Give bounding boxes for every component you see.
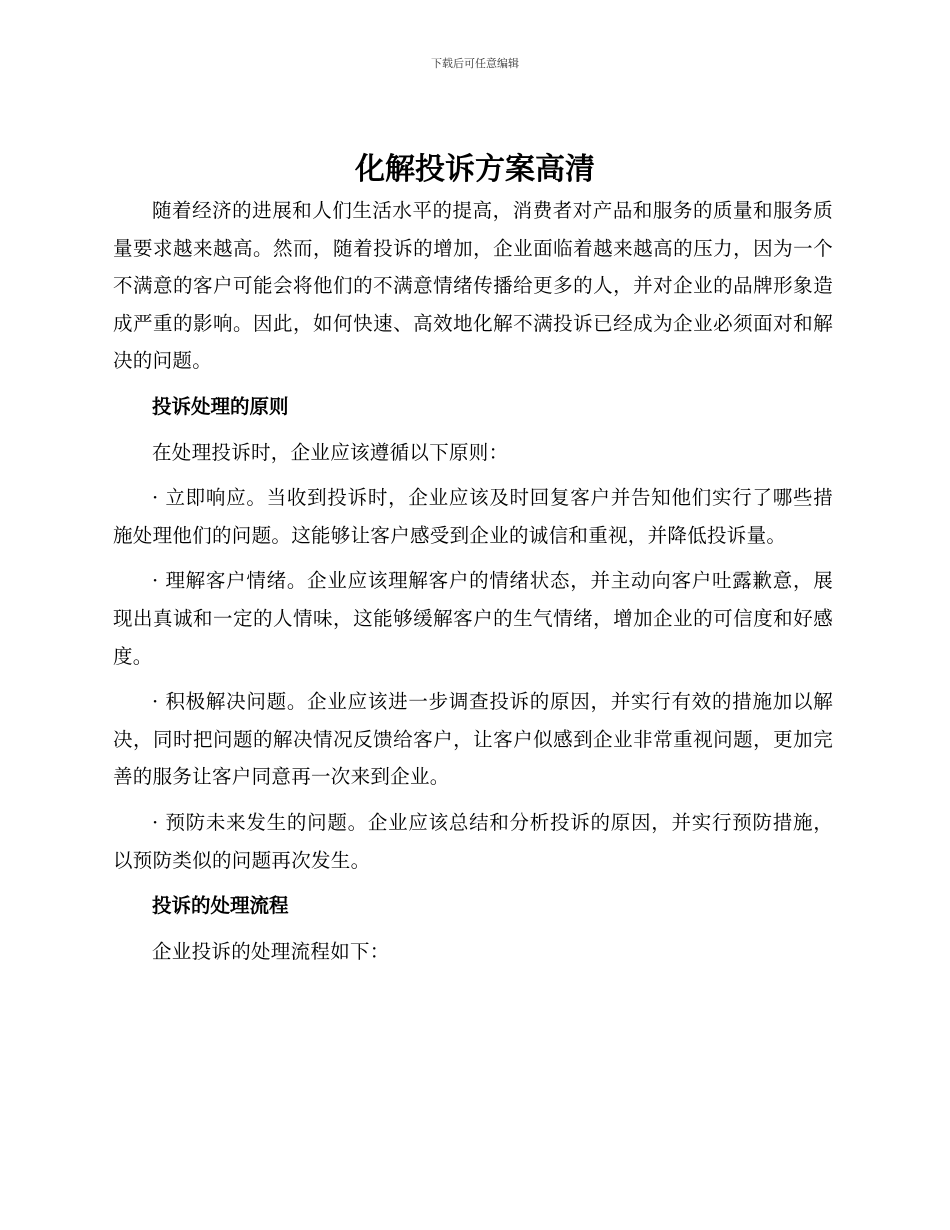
principle-item: · 立即响应。当收到投诉时，企业应该及时回复客户并告知他们实行了哪些措施处理他们的问题。这能够让客户感受到企业的诚信和重视，并降低投诉量。: [113, 486, 833, 547]
principle-item: · 积极解决问题。企业应该进一步调查投诉的原因，并实行有效的措施加以解决，同时把问题的解决情况反馈给客户，让客户似感到企业非常重视问题，更加完善的服务让客户同意再一次来到企业。: [113, 690, 833, 789]
section-heading-principles: 投诉处理的原则: [152, 394, 289, 418]
section-heading-process: 投诉的处理流程: [152, 894, 289, 918]
document-title: 化解投诉方案高清: [355, 152, 595, 187]
document-body: [113, 192, 833, 978]
principle-item: · 预防未来发生的问题。企业应该总结和分析投诉的原因，并实行预防措施，以预防类似的问题再次发生。: [113, 810, 833, 872]
process-lead: 企业投诉的处理流程如下：: [152, 939, 390, 963]
principle-item: · 理解客户情绪。企业应该理解客户的情绪状态，并主动向客户吐露歉意，展现出真诚和一定的人情味，这能够缓解客户的生气情绪，增加企业的可信度和好感度。: [113, 569, 833, 668]
intro-paragraph: 随着经济的进展和人们生活水平的提高，消费者对产品和服务的质量和服务质量要求越来越高。然而，随着投诉的增加，企业面临着越来越高的压力，因为一个不满意的客户可能会将他们的不满意情绪传播给更多的人，并对企业的品牌形象造成严重的影响。因此，如何快速、高效地化解不满投诉已经成为企业必须面对和解决的问题。: [113, 199, 833, 373]
header-note: 下载后可任意编辑: [431, 57, 519, 70]
principles-lead: 在处理投诉时，企业应该遵循以下原则：: [152, 440, 509, 464]
